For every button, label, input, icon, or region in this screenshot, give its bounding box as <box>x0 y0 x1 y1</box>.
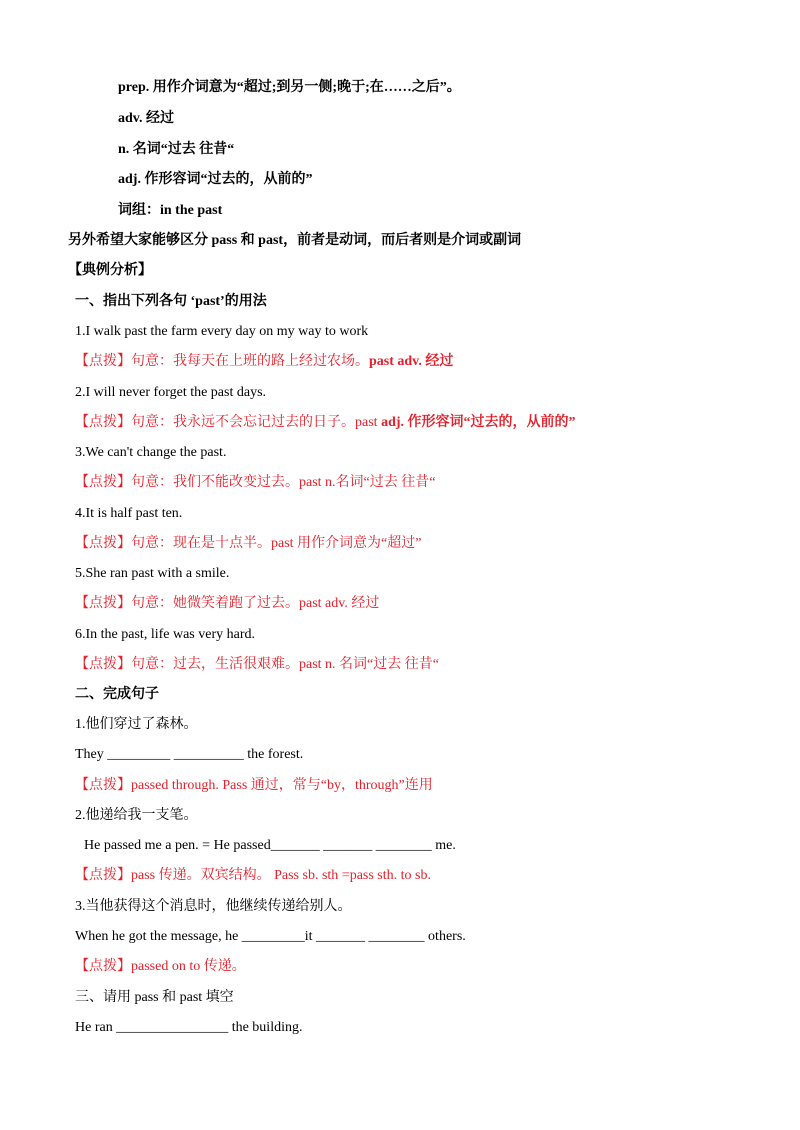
part2-title: 二、完成句子 <box>75 687 159 702</box>
definition-phrase: 词组：in the past <box>118 203 223 218</box>
part2-english-2: He passed me a pen. = He passed_______ _______ ________ me. <box>84 838 456 853</box>
part1-question-3: 3.We can't change the past. <box>75 445 227 460</box>
part2-answer-3 <box>75 958 246 976</box>
part2-english-1: They _________ __________ the forest. <box>75 747 304 762</box>
answer-bold: adj. 作形容词“过去的，从前的” <box>381 415 576 430</box>
part2-answer-1 <box>75 777 433 795</box>
part1-question-1: 1.I walk past the farm every day on my way to work <box>75 324 369 339</box>
part3-question: He ran ________________ the building. <box>75 1020 303 1035</box>
hint-tag: 【点拨】 <box>75 868 131 883</box>
hint-tag: 【点拨】 <box>75 778 131 793</box>
section-heading: 【典例分析】 <box>68 263 152 278</box>
answer-text: 句意：她微笑着跑了过去。past adv. 经过 <box>131 596 380 611</box>
part1-answer-6 <box>75 656 439 674</box>
hint-tag: 【点拨】 <box>75 536 131 551</box>
answer-text: passed through. Pass 通过，常与“by，through”连用 <box>131 778 433 793</box>
part2-chinese-1: 1.他们穿过了森林。 <box>75 717 198 732</box>
part1-answer-2 <box>75 414 576 432</box>
part2-chinese-3: 3.当他获得这个消息时，他继续传递给别人。 <box>75 899 352 914</box>
hint-tag: 【点拨】 <box>75 596 131 611</box>
part1-question-2: 2.I will never forget the past days. <box>75 385 267 400</box>
hint-tag: 【点拨】 <box>75 354 131 369</box>
hint-tag: 【点拨】 <box>75 959 131 974</box>
part1-question-4: 4.It is half past ten. <box>75 506 183 521</box>
part1-answer-1 <box>75 353 453 371</box>
part1-title: 一、指出下列各句 ‘past’的用法 <box>75 294 267 309</box>
hint-tag: 【点拨】 <box>75 475 131 490</box>
part3-title: 三、请用 pass 和 past 填空 <box>75 990 234 1005</box>
answer-text: 句意：过去，生活很艰难。past n. 名词“过去 往昔“ <box>131 657 439 672</box>
part2-chinese-2: 2.他递给我一支笔。 <box>75 808 198 823</box>
definition-adv: adv. 经过 <box>118 111 175 126</box>
hint-tag: 【点拨】 <box>75 657 131 672</box>
definition-noun: n. 名词“过去 往昔“ <box>118 142 235 157</box>
answer-text: 句意：我永远不会忘记过去的日子。past <box>131 415 382 430</box>
answer-text: passed on to 传递。 <box>131 959 246 974</box>
definition-adj: adj. 作形容词“过去的，从前的” <box>118 172 313 187</box>
part1-question-5: 5.She ran past with a smile. <box>75 566 230 581</box>
part1-question-6: 6.In the past, life was very hard. <box>75 627 255 642</box>
definition-prep: prep. 用作介词意为“超过;到另一侧;晚于;在……之后”。 <box>118 80 461 95</box>
answer-text: 句意：现在是十点半。past 用作介词意为“超过” <box>131 536 422 551</box>
hint-tag: 【点拨】 <box>75 415 131 430</box>
answer-text: pass 传递。双宾结构。 Pass sb. sth =pass sth. to sb. <box>131 868 431 883</box>
part1-answer-5 <box>75 595 379 613</box>
answer-text: 句意：我们不能改变过去。past n.名词“过去 往昔“ <box>131 475 436 490</box>
answer-text: 句意：我每天在上班的路上经过农场。 <box>131 354 369 369</box>
part2-answer-2 <box>75 867 431 885</box>
note-paragraph: 另外希望大家能够区分 pass 和 past，前者是动词，而后者则是介词或副词 <box>68 233 522 248</box>
answer-bold: past adv. 经过 <box>369 354 454 369</box>
part1-answer-3 <box>75 474 435 492</box>
part2-english-3: When he got the message, he _________it _______ ________ others. <box>75 929 466 944</box>
part1-answer-4 <box>75 535 421 553</box>
